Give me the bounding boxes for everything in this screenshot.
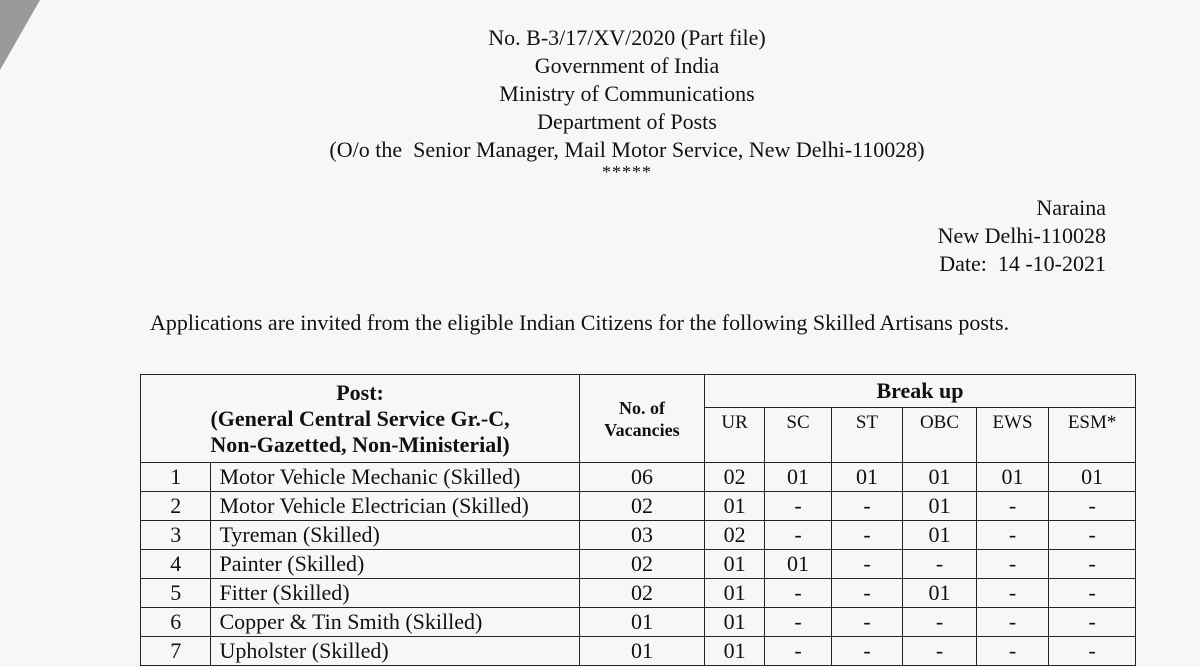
breakup-header: Break up	[704, 375, 1135, 408]
post-header	[141, 375, 580, 463]
esm-count: -	[1049, 637, 1136, 666]
st-count: -	[831, 550, 902, 579]
obc-count: 01	[903, 492, 977, 521]
st-count: -	[831, 608, 902, 637]
st-count: -	[831, 521, 902, 550]
row-number: 2	[141, 492, 211, 521]
post-name: Motor Vehicle Mechanic (Skilled)	[211, 463, 580, 492]
post-header-line1: Post:	[336, 379, 384, 405]
separator-stars: *****	[602, 162, 652, 182]
ministry-name: Ministry of Communications	[499, 81, 755, 106]
esm-count: -	[1049, 579, 1136, 608]
esm-count: -	[1049, 608, 1136, 637]
post-name: Copper & Tin Smith (Skilled)	[211, 608, 580, 637]
row-number: 4	[141, 550, 211, 579]
category-obc: OBC	[903, 408, 977, 463]
obc-count: 01	[903, 521, 977, 550]
ur-count: 01	[704, 608, 764, 637]
category-ews: EWS	[976, 408, 1049, 463]
post-name: Upholster (Skilled)	[211, 637, 580, 666]
vacancy-table	[140, 374, 1136, 666]
office-name: (O/o the Senior Manager, Mail Motor Service, New Delhi-110028)	[329, 137, 925, 162]
vacancies: 02	[580, 550, 705, 579]
obc-count: 01	[903, 579, 977, 608]
ur-count: 01	[704, 492, 764, 521]
address-line1: Naraina	[1036, 195, 1106, 220]
sc-count: -	[765, 637, 831, 666]
row-number: 7	[141, 637, 211, 666]
sc-count: -	[765, 579, 831, 608]
obc-count: -	[903, 550, 977, 579]
post-name: Fitter (Skilled)	[211, 579, 580, 608]
vacancies: 02	[580, 579, 705, 608]
department-name: Department of Posts	[537, 109, 717, 134]
vacancies: 01	[580, 608, 705, 637]
address-block	[938, 194, 1106, 278]
table-row	[141, 608, 1136, 637]
st-count: -	[831, 579, 902, 608]
vacancies: 01	[580, 637, 705, 666]
obc-count: 01	[903, 463, 977, 492]
row-number: 3	[141, 521, 211, 550]
ur-count: 01	[704, 637, 764, 666]
ews-count: -	[976, 521, 1049, 550]
page-fold-corner	[0, 0, 40, 70]
sc-count: -	[765, 608, 831, 637]
file-number: No. B-3/17/XV/2020 (Part file)	[488, 25, 766, 50]
ews-count: -	[976, 550, 1049, 579]
vacancies-header-line1: No. of	[618, 397, 665, 418]
ews-count: -	[976, 492, 1049, 521]
vacancies: 06	[580, 463, 705, 492]
vacancies-header-line2: Vacancies	[604, 419, 680, 440]
vacancies-header	[580, 375, 705, 463]
date-line: Date: 14 -10-2021	[939, 251, 1106, 276]
post-header-line3: Non-Gazetted, Non-Ministerial)	[210, 431, 510, 457]
esm-count: -	[1049, 492, 1136, 521]
vacancies: 02	[580, 492, 705, 521]
sc-count: 01	[765, 550, 831, 579]
st-count: 01	[831, 463, 902, 492]
post-name: Tyreman (Skilled)	[211, 521, 580, 550]
table-row	[141, 463, 1136, 492]
st-count: -	[831, 492, 902, 521]
address-line2: New Delhi-110028	[937, 223, 1106, 248]
ews-count: -	[976, 579, 1049, 608]
ur-count: 02	[704, 521, 764, 550]
row-number: 1	[141, 463, 211, 492]
ur-count: 01	[704, 579, 764, 608]
post-name: Motor Vehicle Electrician (Skilled)	[211, 492, 580, 521]
ews-count: -	[976, 637, 1049, 666]
post-name: Painter (Skilled)	[211, 550, 580, 579]
row-number: 5	[141, 579, 211, 608]
table-row	[141, 637, 1136, 666]
category-sc: SC	[765, 408, 831, 463]
table-row	[141, 521, 1136, 550]
sc-count: 01	[765, 463, 831, 492]
st-count: -	[831, 637, 902, 666]
category-st: ST	[831, 408, 902, 463]
sc-count: -	[765, 492, 831, 521]
esm-count: 01	[1049, 463, 1136, 492]
obc-count: -	[903, 637, 977, 666]
table-row	[141, 579, 1136, 608]
table-row	[141, 550, 1136, 579]
vacancies: 03	[580, 521, 705, 550]
ur-count: 02	[704, 463, 764, 492]
esm-count: -	[1049, 550, 1136, 579]
sc-count: -	[765, 521, 831, 550]
ur-count: 01	[704, 550, 764, 579]
letterhead	[250, 24, 1004, 180]
vacancy-rows	[141, 463, 1136, 666]
row-number: 6	[141, 608, 211, 637]
category-esm: ESM*	[1049, 408, 1136, 463]
intro-text: Applications are invited from the eligible Indian Citizens for the following Skilled Artisans posts.	[150, 310, 1010, 335]
obc-count: -	[903, 608, 977, 637]
post-header-line2: (General Central Service Gr.-C,	[210, 405, 510, 431]
ews-count: 01	[976, 463, 1049, 492]
table-row	[141, 492, 1136, 521]
government-name: Government of India	[534, 53, 720, 78]
ews-count: -	[976, 608, 1049, 637]
esm-count: -	[1049, 521, 1136, 550]
category-ur: UR	[704, 408, 764, 463]
